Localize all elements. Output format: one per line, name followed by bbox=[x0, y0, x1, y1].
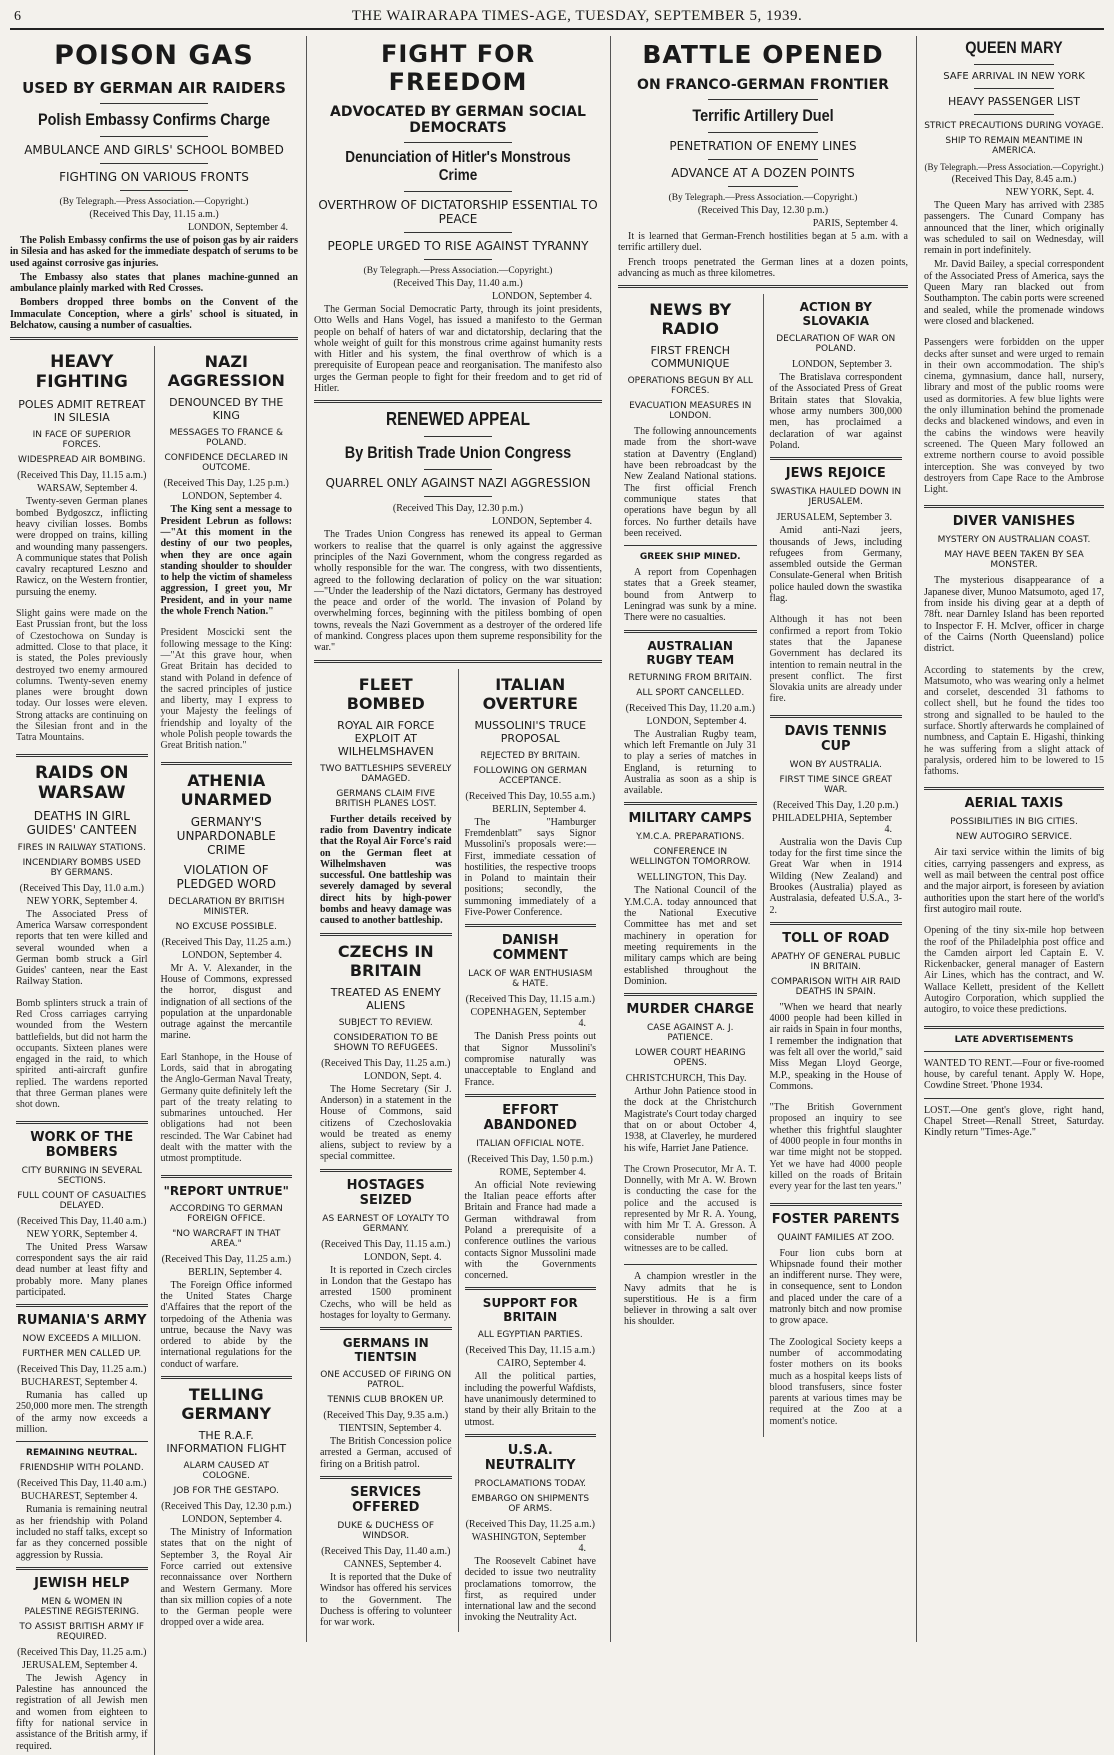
deck-poison-gas-1: USED BY GERMAN AIR RAIDERS bbox=[22, 79, 286, 97]
received-time: (Received This Day, 12.30 p.m.) bbox=[392, 503, 524, 515]
deck-fight-4: PEOPLE URGED TO RISE AGAINST TYRANNY bbox=[327, 239, 589, 253]
subhead: ALL SPORT CANCELLED. bbox=[636, 687, 745, 698]
received-time: (Received This Day, 9.35 a.m.) bbox=[323, 1410, 449, 1422]
received-time: (Received This Day, 10.55 a.m.) bbox=[465, 790, 596, 802]
headline-athenia-unarmed: ATHENIA UNARMED bbox=[180, 770, 272, 809]
subhead: Y.M.C.A. PREPARATIONS. bbox=[636, 832, 745, 843]
subhead: ACCORDING TO GERMAN FOREIGN OFFICE. bbox=[169, 1203, 283, 1224]
article-paragraph: Bombers dropped three bombs on the Convent of the Immaculate Conception, where a girls' school is situated, in Belchatow, causing a number of casualties. bbox=[10, 297, 298, 332]
received-time: (Received This Day, 11.40 a.m.) bbox=[393, 278, 523, 289]
headline-czechs-in-britain: CZECHS IN BRITAIN bbox=[337, 941, 434, 980]
subcolumns bbox=[618, 294, 908, 1437]
headline-heavy-fighting: HEAVY FIGHTING bbox=[35, 352, 128, 393]
subhead: CONFIDENCE DECLARED IN OUTCOME. bbox=[164, 453, 288, 474]
article-paragraph: The Ministry of Information states that on the night of September 3, the Royal Air Force carried out extensive reconnaissance over Northern and Western Germany. More than six million copies of a note to the German people were dropped over a wide area. bbox=[160, 1527, 292, 1629]
article-paragraph: It is learned that German-French hostilities began at 5 a.m. with a terrific artillery duel. bbox=[618, 231, 908, 254]
headline-battle-opened: BATTLE OPENED bbox=[642, 40, 884, 69]
deck: FIRST FRENCH COMMUNIQUE bbox=[650, 344, 730, 371]
subhead: APATHY OF GENERAL PUBLIC IN BRITAIN. bbox=[771, 951, 901, 972]
subhead: MESSAGES TO FRANCE & POLAND. bbox=[169, 428, 284, 449]
dateline: PHILADELPHIA, September 4. bbox=[772, 812, 892, 835]
dateline: LONDON, September 4. bbox=[182, 1514, 282, 1526]
article-paragraph: According to statements by the crew, Matsumoto, who was wearing only a helmet and corselet, descended 31 fathoms to collect shell, but he found the tides too strong and signalled to be hauled to the surface. Shortly afterwards he complained of numbness, and Captain E. Higashi, thinking he was suffering from a slight attack of paralysis, ordered him to be lowered to 15 fathoms. bbox=[924, 664, 1104, 778]
deck: THE R.A.F. INFORMATION FLIGHT bbox=[166, 1429, 287, 1456]
subhead: FURTHER MEN CALLED UP. bbox=[22, 1349, 142, 1360]
dateline: CANNES, September 4. bbox=[343, 1559, 442, 1571]
dateline: LONDON, September 4. bbox=[492, 516, 592, 528]
article-paragraph: It is reported that the Duke of Windsor has offered his services to the Government. The Duchess is offering to volunteer for war work. bbox=[320, 1572, 452, 1629]
subhead: MYSTERY ON AUSTRALIAN COAST. bbox=[937, 535, 1091, 546]
deck: POLES ADMIT RETREAT IN SILESIA bbox=[18, 398, 146, 425]
dateline: CAIRO, September 4. bbox=[497, 1358, 586, 1370]
subhead: EVACUATION MEASURES IN LONDON. bbox=[629, 401, 752, 422]
article-paragraph: Although it has not been confirmed a report from Tokio states that the Japanese Government has declared its intention to remain neutral in the present conflict. The first Slovakia units are already under fire. bbox=[769, 614, 902, 705]
headline-action-by-slovakia: ACTION BY SLOVAKIA bbox=[799, 300, 872, 329]
headline-poison-gas: POISON GAS bbox=[54, 40, 254, 71]
headline-aerial-taxis: AERIAL TAXIS bbox=[964, 796, 1064, 812]
subhead: JOB FOR THE GESTAPO. bbox=[173, 1486, 279, 1497]
subhead: FIRST TIME SINCE GREAT WAR. bbox=[779, 774, 892, 795]
subhead: DUKE & DUCHESS OF WINDSOR. bbox=[337, 1521, 435, 1542]
article-paragraph: Earl Stanhope, in the House of Lords, said that in abrogating the Anglo-German Naval Treaty, Germany quite definitely left the part of the treaty relating to submarines untouched. Her obligations had not been rescinded. The War Cabinet had dealt with the matter with the utmost promptitude. bbox=[160, 1051, 292, 1165]
article-paragraph: The Bratislava correspondent of the Associated Press of Great Britain states that Slovakia, whose army numbers 300,000 men, has proclaimed a declaration of war against Poland. bbox=[769, 372, 902, 451]
dateline: ROME, September 4. bbox=[499, 1166, 586, 1178]
headline-report-untrue: "REPORT UNTRUE" bbox=[163, 1183, 289, 1198]
article-paragraph: The Embassy also states that planes machine-gunned an ambulance plainly marked with Red Crosses. bbox=[10, 271, 298, 295]
subhead: NEW AUTOGIRO SERVICE. bbox=[955, 832, 1073, 843]
column-battle-opened bbox=[618, 36, 908, 1642]
subhead: PROCLAMATIONS TODAY. bbox=[474, 1478, 587, 1489]
subhead: MEN & WOMEN IN PALESTINE REGISTERING. bbox=[24, 1596, 140, 1617]
dateline: BERLIN, September 4. bbox=[188, 1266, 282, 1278]
dateline: LONDON, September 4. bbox=[182, 949, 282, 961]
article-paragraph: It is reported in Czech circles in London that the Gestapo has arrested 1500 prominent Czechs, who will be held as hostages for loyalty to Germany. bbox=[320, 1264, 452, 1321]
deck: VIOLATION OF PLEDGED WORD bbox=[176, 862, 277, 891]
article-paragraph: The British Concession police arrested a German, accused of firing on a British patrol. bbox=[320, 1436, 452, 1470]
received-time: (Received This Day, 8.45 a.m.) bbox=[951, 174, 1077, 185]
received-time: (Received This Day, 11.40 a.m.) bbox=[17, 1478, 147, 1490]
columns bbox=[10, 36, 1104, 1752]
article-paragraph: The United Press Warsaw correspondent says the air raid dead number at least fifty and probably more. Many planes participated. bbox=[16, 1241, 148, 1298]
subhead: NO EXCUSE POSSIBLE. bbox=[175, 921, 277, 932]
credit-line: (By Telegraph.—Press Association.—Copyright.) bbox=[59, 197, 249, 207]
headline-support-for-britain: SUPPORT FOR BRITAIN bbox=[482, 1296, 578, 1325]
article-paragraph: All the political parties, including the powerful Wafdists, have unanimously determined to stand by their ally Britain to the utmost. bbox=[464, 1371, 596, 1428]
received-time: (Received This Day, 11.25 a.m.) bbox=[161, 1253, 291, 1265]
deck-queen-mary-1: SAFE ARRIVAL IN NEW YORK bbox=[943, 71, 1085, 82]
article-paragraph: French troops penetrated the German lines at a dozen points, advancing as much as three kilometres. bbox=[618, 256, 908, 279]
received-time: (Received This Day, 11.15 a.m.) bbox=[465, 1345, 595, 1357]
article-paragraph: The Roosevelt Cabinet have decided to issue two neutrality proclamations tomorrow, the first, as required under international law and the second invoking the Neutrality Act. bbox=[464, 1555, 596, 1624]
headline-italian-overture: ITALIAN OVERTURE bbox=[482, 674, 578, 713]
dateline: COPENHAGEN, September 4. bbox=[470, 1007, 586, 1030]
dateline: LONDON, September 4. bbox=[182, 491, 282, 503]
headline-murder-charge: MURDER CHARGE bbox=[626, 1002, 755, 1018]
article-paragraph: The Polish Embassy confirms the use of poison gas by air raiders in Silesia and has asked for the immediate despatch of serums to be used against corrosive gas injuries. bbox=[10, 235, 298, 269]
received-time: (Received This Day, 1.50 p.m.) bbox=[467, 1153, 593, 1165]
subcolumn-left bbox=[618, 294, 763, 1437]
received-time: (Received This Day, 11.25 a.m.) bbox=[321, 1057, 451, 1069]
subhead: CASE AGAINST A. J. PATIENCE. bbox=[646, 1023, 734, 1044]
subcolumn-left bbox=[314, 669, 458, 1632]
article-paragraph: The National Council of the Y.M.C.A. today announced that the National Executive Committee has met and set machinery in operation for meeting requirements in the military camps which are being established throughout the Dominion. bbox=[624, 885, 757, 987]
dateline: WARSAW, September 4. bbox=[37, 483, 138, 495]
column-queen-mary bbox=[924, 36, 1104, 1642]
received-time: (Received This Day, 11.25 a.m.) bbox=[17, 1364, 147, 1376]
article-paragraph: The "Hamburger Fremdenblatt" says Signor Mussolini's proposals were:—First, immediate cessation of hostilities, the respective troops in Poland to maintain their positions; secondly, the summoning immediately of a Five-Power Conference. bbox=[464, 816, 596, 919]
deck: GERMANY'S UNPARDONABLE CRIME bbox=[176, 814, 276, 857]
subhead: STRICT PRECAUTIONS DURING VOYAGE. bbox=[924, 121, 1104, 131]
subhead: LOWER COURT HEARING OPENS. bbox=[634, 1048, 746, 1069]
dateline: WELLINGTON, This Day. bbox=[636, 872, 747, 884]
received-time: (Received This Day, 11.25 a.m.) bbox=[17, 1646, 147, 1658]
deck-poison-gas-2: Polish Embassy Confirms Charge bbox=[37, 110, 271, 129]
headline-jews-rejoice: JEWS REJOICE bbox=[785, 466, 886, 482]
deck-poison-gas-3: AMBULANCE AND GIRLS' SCHOOL BOMBED bbox=[24, 143, 284, 157]
headline-usa-neutrality: U.S.A. NEUTRALITY bbox=[484, 1442, 576, 1473]
headline-raids-on-warsaw: RAIDS ON WARSAW bbox=[34, 762, 129, 803]
deck-queen-mary-2: HEAVY PASSENGER LIST bbox=[947, 95, 1081, 108]
credit-line: (By Telegraph.—Press Association.—Copyright.) bbox=[924, 162, 1104, 172]
received-time: (Received This Day, 11.25 a.m.) bbox=[465, 1518, 595, 1530]
subcolumns bbox=[10, 346, 298, 1755]
headline-foster-parents: FOSTER PARENTS bbox=[771, 1211, 900, 1227]
article-paragraph: Bomb splinters struck a train of Red Cross carriages carrying wounded from the Western battlefields, but did not harm the occupants. Sixteen planes were engaged in the raid, to which spirited anti-aircraft gunfire replied. The wardens reported that three German planes were shot down. bbox=[16, 997, 148, 1111]
subhead: FRIENDSHIP WITH POLAND. bbox=[19, 1463, 144, 1474]
article-paragraph: Mr A. V. Alexander, in the House of Commons, expressed the horror, disgust and indignation of all sections of the population at the unpardonable outrage against the mercantile marine. bbox=[160, 962, 292, 1042]
article-paragraph: Rumania is remaining neutral as her friendship with Poland included no staff talks, except so far as they concerned possible aggression by Russia. bbox=[16, 1504, 148, 1561]
article-paragraph: Mr. David Bailey, a special correspondent of the Associated Press of America, says the Queen Mary ran blacked out from Southampton. The cabin ports were screened and sealed, while the promenade windows were closed and blackened. bbox=[924, 259, 1104, 327]
dateline: LONDON, September 4. bbox=[188, 222, 288, 233]
dateline: JERUSALEM, September 3. bbox=[776, 512, 892, 524]
subhead: COMPARISON WITH AIR RAID DEATHS IN SPAIN. bbox=[770, 976, 901, 997]
subhead: POSSIBILITIES IN BIG CITIES. bbox=[950, 817, 1078, 828]
subhead: SHIP TO REMAIN MEANTIME IN AMERICA. bbox=[945, 136, 1083, 156]
headline-queen-mary: QUEEN MARY bbox=[965, 38, 1063, 57]
headline-renewed-appeal: RENEWED APPEAL bbox=[386, 409, 530, 430]
dateline: NEW YORK, Sept. 4. bbox=[1005, 187, 1094, 198]
headline-jewish-help: JEWISH HELP bbox=[34, 1575, 130, 1591]
received-time: (Received This Day, 11.25 a.m.) bbox=[161, 936, 291, 948]
masthead bbox=[10, 8, 1104, 30]
dateline: JERUSALEM, September 4. bbox=[21, 1659, 138, 1671]
article-paragraph: Air taxi service within the limits of big cities, carrying passengers and express, as well as mail between the central post office and the major airport, is foreseen by aviation authorities upon the start here of the world's first autogiro mail route. bbox=[924, 847, 1104, 915]
received-time: (Received This Day, 12.30 p.m.) bbox=[697, 205, 829, 216]
masthead-title: THE WAIRARAPA TIMES-AGE, TUESDAY, SEPTEMBER 5, 1939. bbox=[351, 8, 803, 24]
deck-battle-2: Terrific Artillery Duel bbox=[692, 106, 834, 125]
received-time: (Received This Day, 11.40 a.m.) bbox=[321, 1546, 451, 1558]
article-paragraph: The Jewish Agency in Palestine has announced the registration of all Jewish men and women from eighteen to fifty for national service in assistance of the British army, if required. bbox=[16, 1672, 148, 1752]
article-paragraph: The Queen Mary has arrived with 2385 passengers. The Cunard Company has announced that the liner, which originally was scheduled to sail on Wednesday, will remain in port indefinitely. bbox=[924, 200, 1104, 257]
dateline: BUCHAREST, September 4. bbox=[21, 1491, 138, 1503]
headline-australian-rugby-team: AUSTRALIAN RUGBY TEAM bbox=[646, 638, 735, 667]
article-paragraph: Amid anti-Nazi jeers, thousands of Jews, including refugees from Germany, assembled outside the German Consulate-General when British police hauled down the swastika flag. bbox=[769, 525, 902, 605]
advertisement: WANTED TO RENT.—Four or five-roomed house, by careful tenant. Apply W. Hope, Cowdine Street. 'Phone 1934. bbox=[924, 1057, 1104, 1092]
subhead: INCENDIARY BOMBS USED BY GERMANS. bbox=[22, 857, 141, 878]
article-paragraph: The Associated Press of America Warsaw correspondent reports that ten were killed and several wounded when a German bomb struck a Girl Guides' canteen, near the East Railway Station. bbox=[16, 908, 148, 988]
deck: MUSSOLINI'S TRUCE PROPOSAL bbox=[474, 718, 587, 745]
subhead: CONSIDERATION TO BE SHOWN TO REFUGEES. bbox=[333, 1032, 439, 1053]
headline-davis-tennis-cup: DAVIS TENNIS CUP bbox=[784, 723, 887, 754]
subhead: IN FACE OF SUPERIOR FORCES. bbox=[32, 430, 131, 451]
subhead: ALL EGYPTIAN PARTIES. bbox=[477, 1330, 583, 1341]
headline-toll-of-road: TOLL OF ROAD bbox=[782, 930, 890, 946]
subhead: TO ASSIST BRITISH ARMY IF REQUIRED. bbox=[19, 1621, 145, 1642]
dateline: NEW YORK, September 4. bbox=[26, 1228, 138, 1240]
subcolumn-right bbox=[154, 346, 299, 1755]
article-paragraph: Slight gains were made on the East Prussian front, but the loss of Czestochowa on Sunday is admitted. Close to that place, it is stated, the Poles previously destroyed two enemy armoured columns. Twenty-seven enemy planes were brought down today. Our losses were eleven. Strong attacks are continuing on the Silesian front and in the Tatra Mountains. bbox=[16, 608, 148, 744]
headline-fleet-bombed: FLEET BOMBED bbox=[346, 674, 425, 713]
subhead: CONFERENCE IN WELLINGTON TOMORROW. bbox=[629, 847, 751, 868]
deck: ROYAL AIR FORCE EXPLOIT AT WILHELMSHAVEN bbox=[337, 718, 435, 758]
dateline: PARIS, September 4. bbox=[812, 218, 898, 229]
deck-fight-2: Denunciation of Hitler's Monstrous Crime bbox=[345, 149, 571, 184]
subhead: NOW EXCEEDS A MILLION. bbox=[22, 1334, 142, 1345]
deck-battle-1: ON FRANCO-GERMAN FRONTIER bbox=[637, 77, 889, 93]
subhead: DECLARATION BY BRITISH MINISTER. bbox=[168, 896, 285, 917]
received-time: (Received This Day, 11.15 a.m.) bbox=[17, 470, 147, 482]
headline-services-offered: SERVICES OFFERED bbox=[350, 1485, 422, 1516]
subhead: TENNIS CLUB BROKEN UP. bbox=[327, 1395, 445, 1406]
subhead: GERMANS CLAIM FIVE BRITISH PLANES LOST. bbox=[335, 788, 437, 809]
article-paragraph: President Moscicki sent the following message to the King:—"At this grave hour, when Great Britain has decided to stand with Poland in defence of the sacred principles of justice and liberty, may I express to your Majesty the feelings of friendship and loyalty of the whole Polish people towards the Great British nation." bbox=[160, 627, 292, 752]
subhead: CITY BURNING IN SEVERAL SECTIONS. bbox=[21, 1165, 142, 1186]
article-paragraph: The Trades Union Congress has renewed its appeal to German workers to realise that the quarrel is only against the aggressive principles of the Nazi Government, whom the congress regarded as wholly responsible for the war. The congress, with two dissentients, agreed to the following declaration of policy on the war situation:—"Under the leadership of the Nazi dictators, Germany has destroyed the peace and order of the world. The invasion of Poland by overwhelming forces, beginning with the pitiless bombing of open towns, reveals the Nazi Government as a destroyer of the ordered life of mankind. Congress places upon them supreme responsibility for the war." bbox=[314, 529, 602, 654]
headline-fight-for-freedom: FIGHT FOR FREEDOM bbox=[380, 40, 536, 96]
subhead: OPERATIONS BEGUN BY ALL FORCES. bbox=[627, 376, 753, 397]
article-paragraph: Rumania has called up 250,000 more men. The strength of the army now exceeds a million. bbox=[16, 1390, 148, 1436]
article-paragraph: Further details received by radio from Daventry indicate that the Royal Air Force's raid on the German fleet at Wilhelmshaven was successful. One battleship was severely damaged by several direct hits by high-power bombs and heavy damage was caused to another battleship. bbox=[320, 813, 452, 927]
deck: DEATHS IN GIRL GUIDES' CANTEEN bbox=[26, 808, 137, 837]
received-time: (Received This Day, 11.40 a.m.) bbox=[17, 1215, 147, 1227]
dateline: LONDON, September 4. bbox=[646, 715, 747, 727]
article-paragraph: Opening of the tiny six-mile hop between the roof of the Philadelphia post office and the Camden airport led Captain E. V. Rickenbacker, general manager of Eastern Air Lines, which has the contract, and W. Wallace Kellett, president of the Kellett Autogiro Corporation, which supplied the autogiro, to voice these predictions. bbox=[924, 925, 1104, 1016]
deck-poison-gas-4: FIGHTING ON VARIOUS FRONTS bbox=[59, 170, 249, 184]
dateline: NEW YORK, September 4. bbox=[26, 895, 138, 907]
column-fight-for-freedom bbox=[314, 36, 602, 1642]
headline-greek-ship-mined: GREEK SHIP MINED. bbox=[639, 552, 741, 563]
received-time: (Received This Day, 11.15 a.m.) bbox=[321, 1238, 451, 1250]
headline-hostages-seized: HOSTAGES SEIZED bbox=[346, 1177, 425, 1208]
dateline: BUCHAREST, September 4. bbox=[21, 1377, 138, 1389]
article-paragraph: "When we heard that nearly 4000 people had been killed in air raids in Spain in four months, I remember the indignation that was felt all over the world," said Miss Megan Lloyd George, M.P., speaking in the House of Commons. bbox=[769, 1001, 902, 1092]
page-number: 6 bbox=[14, 9, 22, 24]
headline-diver-vanishes: DIVER VANISHES bbox=[952, 514, 1076, 530]
deck-battle-3: PENETRATION OF ENEMY LINES bbox=[669, 139, 857, 153]
headline-nazi-aggression: NAZI AGGRESSION bbox=[167, 352, 285, 391]
article-paragraph: Passengers were forbidden on the upper decks after sunset and were urged to remain in their own accommodation. The ship's cinema, gymnasium, dance hall, nursery, library and most of the public rooms were used as dormitories. A few blue lights were the only illumination behind the promenade decks and blackened windows, and even in the cabins the windows were heavily screened. The Queen Mary followed an extreme northern course to avoid possible interception. She was conveyed by two destroyers from Cape Race to the Ambrose Light. bbox=[924, 337, 1104, 496]
article-paragraph: The Home Secretary (Sir J. Anderson) in a statement in the House of Commons, said citizens of Czechoslovakia would be treated as enemy aliens, subject to review by a special committee. bbox=[320, 1083, 452, 1163]
article-paragraph: A champion wrestler in the Navy admits that he is superstitious. He is a firm believer in throwing a salt over his shoulder. bbox=[624, 1271, 757, 1328]
dateline: LONDON, September 3. bbox=[792, 359, 892, 371]
article-paragraph: The mysterious disappearance of a Japanese diver, Munoo Matsumoto, aged 17, from inside his diving gear at a depth of 78ft. near Darnley Island has been reported to Inspector F. H. McIver, officer in charge of the Cairns (North Queensland) police district. bbox=[924, 575, 1104, 655]
received-time: (Received This Day, 11.20 a.m.) bbox=[625, 702, 755, 714]
headline-effort-abandoned: EFFORT ABANDONED bbox=[483, 1102, 577, 1133]
deck: DENOUNCED BY THE KING bbox=[169, 396, 284, 423]
headline-telling-germany: TELLING GERMANY bbox=[181, 1385, 272, 1424]
subhead: SWASTIKA HAULED DOWN IN JERUSALEM. bbox=[770, 487, 902, 508]
headline-military-camps: MILITARY CAMPS bbox=[628, 811, 752, 827]
headline-late-advertisements: LATE ADVERTISEMENTS bbox=[954, 1034, 1074, 1045]
headline-germans-in-tientsin: GERMANS IN TIENTSIN bbox=[342, 1336, 429, 1365]
dateline: CHRISTCHURCH, This Day. bbox=[625, 1073, 747, 1085]
subhead: FOLLOWING ON GERMAN ACCEPTANCE. bbox=[473, 765, 587, 786]
subcolumn-right bbox=[458, 669, 603, 1632]
credit-line: (By Telegraph.—Press Association.—Copyright.) bbox=[363, 266, 553, 276]
subhead: WIDESPREAD AIR BOMBING. bbox=[18, 455, 146, 466]
subhead: RETURNING FROM BRITAIN. bbox=[628, 672, 753, 683]
headline-remaining-neutral: REMAINING NEUTRAL. bbox=[26, 1448, 138, 1459]
received-time: (Received This Day, 11.0 a.m.) bbox=[19, 882, 144, 894]
article-paragraph: Arthur John Patience stood in the dock at the Christchurch Magistrate's Court today charged that on or about October 4, 1938, at Claverley, he murdered his wife, Harriet Jane Patience. bbox=[624, 1086, 757, 1154]
deck-battle-4: ADVANCE AT A DOZEN POINTS bbox=[671, 166, 855, 180]
received-time: (Received This Day, 1.20 p.m.) bbox=[773, 799, 899, 811]
dateline: LONDON, September 4. bbox=[492, 291, 592, 302]
subhead: EMBARGO ON SHIPMENTS OF ARMS. bbox=[471, 1493, 590, 1514]
subcolumn-right bbox=[763, 294, 909, 1437]
deck: TREATED AS ENEMY ALIENS bbox=[330, 985, 441, 1012]
subhead: TWO BATTLESHIPS SEVERELY DAMAGED. bbox=[320, 763, 452, 784]
received-time: (Received This Day, 11.15 a.m.) bbox=[89, 209, 219, 220]
received-time: (Received This Day, 12.30 p.m.) bbox=[161, 1501, 292, 1513]
headline-rumanias-army: RUMANIA'S ARMY bbox=[16, 1313, 147, 1329]
dateline: WASHINGTON, September 4. bbox=[471, 1531, 586, 1554]
article-paragraph: Twenty-seven German planes bombed Bydgoszcz, inflicting heavy civilian losses. Bombs were dropped on trains, killing and wounding many passengers. A communique states that Polish cavalry recaptured Leszno and Rawicz, on the Western frontier, pursuing the enemy. bbox=[16, 496, 148, 598]
dateline: BERLIN, September 4. bbox=[492, 803, 586, 815]
article-paragraph: The following announcements made from the short-wave station at Daventry (England) have been rebroadcast by the New Zealand National stations. The first official French communique states that operations have begun by all forces. No further details have been received. bbox=[624, 426, 757, 539]
headline-work-of-bombers: WORK OF THE BOMBERS bbox=[30, 1129, 134, 1160]
article-paragraph: The Crown Prosecutor, Mr A. T. Donnelly, with Mr A. W. Brown is conducting the case for the police and the accused is represented by Mr R. A. Young, with him Mr T. A. Gresson. A considerable number of witnesses are to be called. bbox=[624, 1163, 757, 1254]
subhead: FIRES IN RAILWAY STATIONS. bbox=[17, 842, 146, 853]
subhead: ITALIAN OFFICIAL NOTE. bbox=[476, 1138, 585, 1149]
credit-line: (By Telegraph.—Press Association.—Copyright.) bbox=[668, 193, 858, 203]
dateline: TIENTSIN, September 4. bbox=[338, 1423, 442, 1435]
article-paragraph: The Foreign Office informed the United States Charge d'Affaires that the report of the torpedoing of the Athenia was untrue, because the Navy was ordered to abide by the international regulations for the conduct of warfare. bbox=[160, 1279, 292, 1370]
advertisement: LOST.—One gent's glove, right hand, Chapel Street—Renall Street, Saturday. Kindly return "Times-Age." bbox=[924, 1104, 1104, 1139]
dateline: LONDON, Sept. 4. bbox=[364, 1251, 442, 1263]
deck: QUARREL ONLY AGAINST NAZI AGGRESSION bbox=[325, 476, 591, 491]
article-paragraph: The King sent a message to President Lebrun as follows:—"At this moment in the destiny of our two peoples, when they are once again standing shoulder to shoulder to help the victim of shameless aggression, I greet you, Mr President, and in your name the whole French Nation." bbox=[160, 504, 292, 618]
subcolumns bbox=[314, 669, 602, 1632]
headline-news-by-radio: NEWS BY RADIO bbox=[649, 300, 732, 339]
deck-fight-3: OVERTHROW OF DICTATORSHIP ESSENTIAL TO PEACE bbox=[318, 198, 598, 226]
subhead: AS EARNEST OF LOYALTY TO GERMANY. bbox=[322, 1213, 450, 1234]
received-time: (Received This Day, 1.25 p.m.) bbox=[163, 478, 289, 490]
article-paragraph: Four lion cubs born at Whipsnade found their mother an indifferent nurse. They were, in consequence, sent to London and placed under the care of a matronly bitch and now promise to grow apace. bbox=[769, 1247, 902, 1327]
article-paragraph: The Zoological Society keeps a number of accommodating foster mothers on its books much as a hospital keeps lists of blood transfusers, since foster parents at various times may be required at the Zoo at a moment's notice. bbox=[769, 1336, 902, 1427]
subhead: LACK OF WAR ENTHUSIASM & HATE. bbox=[468, 969, 593, 990]
article-paragraph: The German Social Democratic Party, through its joint presidents, Otto Wells and Hans Vogel, has issued a manifesto to the German people on behalf of haters of war and dictatorship, declaring that the whole weight of guilt for this monstrous crime against humanity rests with Hitler and his system, the final overthrow of which is a prerequisite of European peace and reorganisation. The manifesto also urges the German people to fight for their freedom and to get rid of Hitler. bbox=[314, 304, 602, 395]
subhead: DECLARATION OF WAR ON POLAND. bbox=[776, 334, 896, 355]
subhead: FULL COUNT OF CASUALTIES DELAYED. bbox=[17, 1190, 147, 1211]
subhead: MAY HAVE BEEN TAKEN BY SEA MONSTER. bbox=[944, 550, 1084, 571]
subhead: ALARM CAUSED AT COLOGNE. bbox=[183, 1461, 270, 1482]
subhead: REJECTED BY BRITAIN. bbox=[480, 750, 581, 761]
subcolumn-left bbox=[10, 346, 154, 1755]
article-paragraph: "The British Government proposed an inquiry to see whether this frightful slaughter of 4000 people in four months in war time might not be stopped. Yet we have had 4000 people killed on the roads of Britain every year for the last ten years." bbox=[769, 1102, 902, 1193]
deck-fight-1: ADVOCATED BY GERMAN SOCIAL DEMOCRATS bbox=[330, 104, 586, 136]
column-poison-gas bbox=[10, 36, 298, 1752]
headline-danish-comment: DANISH COMMENT bbox=[492, 933, 568, 964]
article-paragraph: Australia won the Davis Cup today for the first time since the Great War when in 1914 Wilding (New Zealand) and Brookes (Australia) played as Australasia, defeated U.S.A., 3-2. bbox=[769, 836, 902, 916]
article-paragraph: The Australian Rugby team, which left Fremantle on July 31 to play a series of matches in England, is returning to Australia as soon as a ship is available. bbox=[624, 728, 757, 797]
subhead: ONE ACCUSED OF FIRING ON PATROL. bbox=[320, 1370, 452, 1391]
article-paragraph: The Danish Press points out that Signor Mussolini's compromise naturally was unacceptable to England and France. bbox=[464, 1031, 596, 1088]
subhead: SUBJECT TO REVIEW. bbox=[338, 1017, 433, 1028]
dateline: LONDON, Sept. 4. bbox=[364, 1070, 442, 1082]
subhead: WON BY AUSTRALIA. bbox=[789, 759, 882, 770]
article-paragraph: A report from Copenhagen states that a Greek steamer, bound from Antwerp to Leningrad was sunk by a mine. There were no casualties. bbox=[624, 567, 757, 624]
subhead: "NO WARCRAFT IN THAT AREA." bbox=[172, 1228, 281, 1249]
article-paragraph: An official Note reviewing the Italian peace efforts after Britain and France had made a German withdrawal from Poland a prerequisite of a conference outlines the various contacts Signor Mussolini made with the Governments concerned. bbox=[464, 1179, 596, 1282]
received-time: (Received This Day, 11.15 a.m.) bbox=[465, 994, 595, 1006]
subhead: QUAINT FAMILIES AT ZOO. bbox=[777, 1232, 895, 1243]
deck: By British Trade Union Congress bbox=[344, 443, 572, 463]
